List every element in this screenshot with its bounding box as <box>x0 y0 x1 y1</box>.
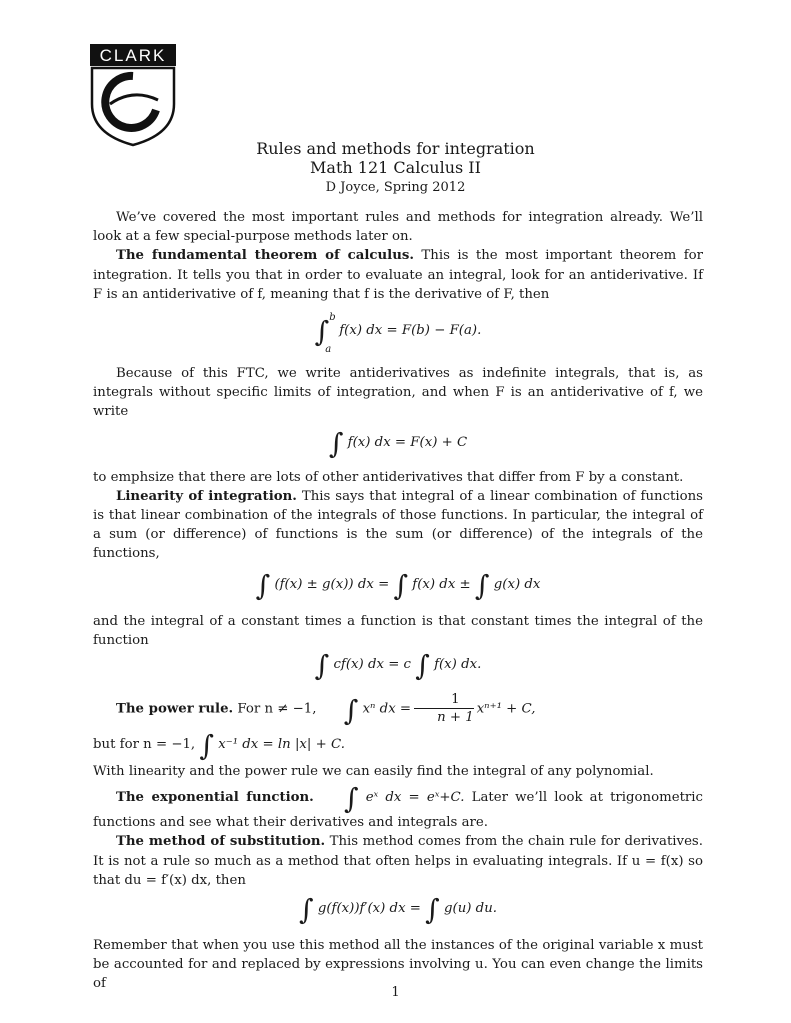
integral-sign: ∫ <box>328 426 344 460</box>
integral-sign: ∫ <box>343 782 359 816</box>
integral-sign: ∫ <box>299 893 314 927</box>
constant-part-a: cf(x) dx = c <box>333 657 412 673</box>
linearity-text: This says that integral of a linear combination of functions is that linear combination of the integrals of those functions. In particular, the integral of a sum (or difference) of functions is the sum (or difference) of the integrals of the functions, <box>93 488 704 562</box>
integral-sign: ∫ <box>425 893 440 927</box>
substitution-text: This method comes from the chain rule for derivatives. It is not a rule so much as a method that often helps in evaluating integrals. If u = f(x) so that du = f′(x) dx, then <box>93 834 703 888</box>
document-body <box>93 208 703 994</box>
integral-sign: ∫ <box>474 568 490 602</box>
indefinite-after: to emphsize that there are lots of other antiderivatives that differ from F by a constant. <box>93 469 684 485</box>
power-but-formula: x⁻¹ dx = ln |x| + C. <box>218 737 345 753</box>
power-fraction <box>414 692 474 726</box>
integral-sign: ∫ <box>343 693 359 727</box>
integral-limits <box>325 312 339 356</box>
indefinite-paragraph: Because of this FTC, we write antiderivatives as indefinite integrals, that is, as integrals without specific limits of integration, and when F is an antiderivative of f, we write <box>93 366 703 420</box>
substitution-part-a: g(f(x))f′(x) dx = <box>317 901 421 917</box>
indefinite-formula-text: f(x) dx = F(x) + C <box>347 434 468 450</box>
logo-text: CLARK <box>99 46 167 65</box>
power-negative-one <box>93 729 703 763</box>
constant-paragraph: and the integral of a constant times a function is that constant times the integral of the function <box>93 613 703 648</box>
integral-sign: ∫ <box>393 568 409 602</box>
exponential-paragraph <box>93 782 703 832</box>
constant-formula <box>93 649 703 688</box>
power-integrand: xⁿ dx = <box>362 701 412 717</box>
substitution-heading: The method of substitution. <box>116 834 326 850</box>
ftc-formula-text: f(x) dx = F(b) − F(a). <box>339 323 482 339</box>
power-numerator: 1 <box>414 692 474 709</box>
substitution-after: Remember that when you use this method all the instances of the original variable x must be accounted for and replaced by expressions involving u. You can even change the limits of <box>93 938 703 992</box>
linearity-part-a: (f(x) ± g(x)) dx = <box>274 576 390 592</box>
substitution-part-b: g(u) du. <box>444 901 497 917</box>
ftc-paragraph <box>93 246 703 304</box>
integral-sign: ∫ <box>255 568 271 602</box>
ftc-formula <box>93 314 703 358</box>
power-after: With linearity and the power rule we can easily find the integral of any polynomial. <box>93 764 654 780</box>
power-rule-heading: The power rule. <box>116 701 234 717</box>
course-name: Math 121 Calculus II <box>310 158 481 177</box>
document-title: Rules and methods for integration <box>256 139 535 158</box>
substitution-formula <box>93 893 703 936</box>
upper-limit: b <box>329 312 336 324</box>
integral-sign: ∫ <box>314 649 330 683</box>
ftc-heading: The fundamental theorem of calculus. <box>116 248 414 264</box>
power-prefix: For n ≠ −1, <box>237 701 317 717</box>
exponential-formula: eˣ dx = eˣ+C. <box>365 790 465 806</box>
clark-logo <box>88 42 178 147</box>
power-but-text: but for n = −1, <box>93 737 196 753</box>
power-tail: xⁿ⁺¹ + C, <box>476 701 536 717</box>
linearity-heading: Linearity of integration. <box>116 488 297 504</box>
integral-sign: ∫ <box>199 729 214 763</box>
intro-paragraph: We’ve covered the most important rules and methods for integration already. We’ll look at a few special-purpose methods later on. <box>93 210 703 245</box>
lower-limit: a <box>325 344 332 356</box>
author-date: D Joyce, Spring 2012 <box>325 180 466 195</box>
exponential-text: Later we’ll look at trigonometric functions and see what their derivatives and integrals are. <box>93 790 703 831</box>
ftc-text: This is the most important theorem for integration. It tells you that in order to evaluate an integral, look for an antiderivative. If F is an antiderivative of f, meaning that f is the derivative of F, then <box>93 248 703 302</box>
integral-sign: ∫ <box>415 649 430 683</box>
linearity-part-b: f(x) dx ± <box>412 576 471 592</box>
substitution-paragraph <box>93 832 703 890</box>
linearity-part-c: g(x) dx <box>493 576 541 592</box>
exponential-heading: The exponential function. <box>116 790 314 806</box>
power-denominator: n + 1 <box>437 710 474 726</box>
integral-sign: ∫ <box>314 315 330 349</box>
linearity-formula <box>93 568 703 612</box>
constant-part-b: f(x) dx. <box>434 657 482 673</box>
power-rule-paragraph <box>93 692 703 732</box>
indefinite-formula <box>93 426 703 468</box>
page-number: 1 <box>391 985 400 1000</box>
linearity-paragraph <box>93 487 703 564</box>
